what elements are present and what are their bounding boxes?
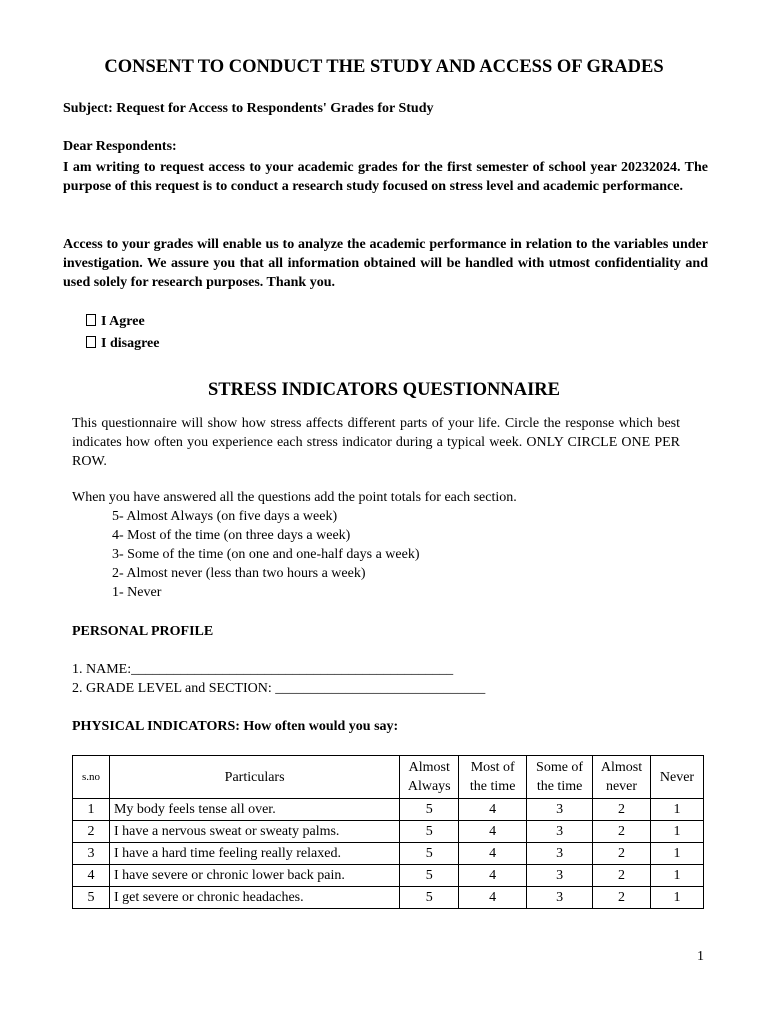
consent-paragraph-2: Access to your grades will enable us to analyze the academic performance in relation to the variables under investigation. We assure you that all information obtained will be handled with utmost confidentiality and used solely for research purposes. Thank you. bbox=[63, 237, 708, 290]
response-option[interactable]: 1 bbox=[650, 843, 703, 865]
response-option[interactable]: 3 bbox=[527, 843, 593, 865]
questionnaire-title: STRESS INDICATORS QUESTIONNAIRE bbox=[208, 380, 560, 400]
subject-line: Subject: Request for Access to Respondents' Grades for Study bbox=[63, 101, 434, 116]
row-number: 5 bbox=[73, 887, 110, 909]
response-option[interactable]: 4 bbox=[459, 843, 527, 865]
response-option[interactable]: 2 bbox=[593, 843, 651, 865]
checkbox-icon[interactable] bbox=[86, 314, 96, 326]
response-option[interactable]: 2 bbox=[593, 887, 651, 909]
row-number: 3 bbox=[73, 843, 110, 865]
response-option[interactable]: 3 bbox=[527, 799, 593, 821]
row-particular: I have a nervous sweat or sweaty palms. bbox=[109, 821, 399, 843]
personal-profile-heading: PERSONAL PROFILE bbox=[72, 624, 214, 639]
response-option[interactable]: 5 bbox=[400, 887, 459, 909]
column-header: Almost never bbox=[593, 756, 651, 799]
response-option[interactable]: 3 bbox=[527, 865, 593, 887]
response-option[interactable]: 3 bbox=[527, 887, 593, 909]
response-option[interactable]: 2 bbox=[593, 799, 651, 821]
response-option[interactable]: 2 bbox=[593, 865, 651, 887]
scale-item: 4- Most of the time (on three days a week) bbox=[112, 528, 351, 543]
scale-item: 5- Almost Always (on five days a week) bbox=[112, 509, 338, 524]
column-header: Almost Always bbox=[400, 756, 459, 799]
response-option[interactable]: 4 bbox=[459, 799, 527, 821]
page-number: 1 bbox=[697, 949, 704, 964]
agree-option[interactable] bbox=[86, 314, 145, 330]
consent-paragraph-1: I am writing to request access to your academic grades for the first semester of school year 20232024. The purpose of this request is to conduct a research study focused on stress level and academic performance. bbox=[63, 160, 708, 194]
column-header: Some of the time bbox=[527, 756, 593, 799]
disagree-label: I disagree bbox=[101, 336, 160, 351]
response-option[interactable]: 1 bbox=[650, 887, 703, 909]
name-field[interactable]: 1. NAME:______________________________________________ bbox=[72, 662, 454, 677]
row-particular: I get severe or chronic headaches. bbox=[109, 887, 399, 909]
response-option[interactable]: 4 bbox=[459, 887, 527, 909]
table-row bbox=[73, 865, 704, 887]
response-option[interactable]: 3 bbox=[527, 821, 593, 843]
row-particular: I have severe or chronic lower back pain. bbox=[109, 865, 399, 887]
disagree-option[interactable] bbox=[86, 336, 159, 352]
grade-section-field[interactable]: 2. GRADE LEVEL and SECTION: ______________________________ bbox=[72, 681, 486, 696]
salutation: Dear Respondents: bbox=[63, 139, 177, 154]
row-particular: I have a hard time feeling really relaxed. bbox=[109, 843, 399, 865]
response-option[interactable]: 5 bbox=[400, 799, 459, 821]
column-header: s.no bbox=[73, 756, 110, 799]
physical-indicators-heading: PHYSICAL INDICATORS: How often would you say: bbox=[72, 719, 399, 734]
table-row bbox=[73, 843, 704, 865]
physical-indicators-table bbox=[72, 755, 704, 909]
table-row bbox=[73, 887, 704, 909]
column-header: Most of the time bbox=[459, 756, 527, 799]
questionnaire-intro: This questionnaire will show how stress affects different parts of your life. Circle the response which best indicates how often you experience each stress indicator during a typical week. ONLY CIRCLE ONE PER ROW. bbox=[72, 416, 680, 469]
scale-item: 2- Almost never (less than two hours a week) bbox=[112, 566, 366, 581]
row-number: 1 bbox=[73, 799, 110, 821]
row-number: 4 bbox=[73, 865, 110, 887]
table-row bbox=[73, 821, 704, 843]
table-row bbox=[73, 799, 704, 821]
scale-item: 3- Some of the time (on one and one-half days a week) bbox=[112, 547, 420, 562]
column-header: Particulars bbox=[109, 756, 399, 799]
response-option[interactable]: 5 bbox=[400, 865, 459, 887]
response-option[interactable]: 2 bbox=[593, 821, 651, 843]
response-option[interactable]: 5 bbox=[400, 821, 459, 843]
row-particular: My body feels tense all over. bbox=[109, 799, 399, 821]
table-header-row bbox=[73, 756, 704, 799]
scale-item: 1- Never bbox=[112, 585, 162, 600]
response-option[interactable]: 1 bbox=[650, 799, 703, 821]
response-option[interactable]: 4 bbox=[459, 865, 527, 887]
row-number: 2 bbox=[73, 821, 110, 843]
checkbox-icon[interactable] bbox=[86, 336, 96, 348]
response-option[interactable]: 5 bbox=[400, 843, 459, 865]
response-option[interactable]: 4 bbox=[459, 821, 527, 843]
agree-label: I Agree bbox=[101, 314, 145, 329]
response-option[interactable]: 1 bbox=[650, 865, 703, 887]
questionnaire-instructions: When you have answered all the questions add the point totals for each section. bbox=[72, 490, 517, 505]
response-option[interactable]: 1 bbox=[650, 821, 703, 843]
consent-title: CONSENT TO CONDUCT THE STUDY AND ACCESS OF GRADES bbox=[104, 57, 664, 77]
column-header: Never bbox=[650, 756, 703, 799]
